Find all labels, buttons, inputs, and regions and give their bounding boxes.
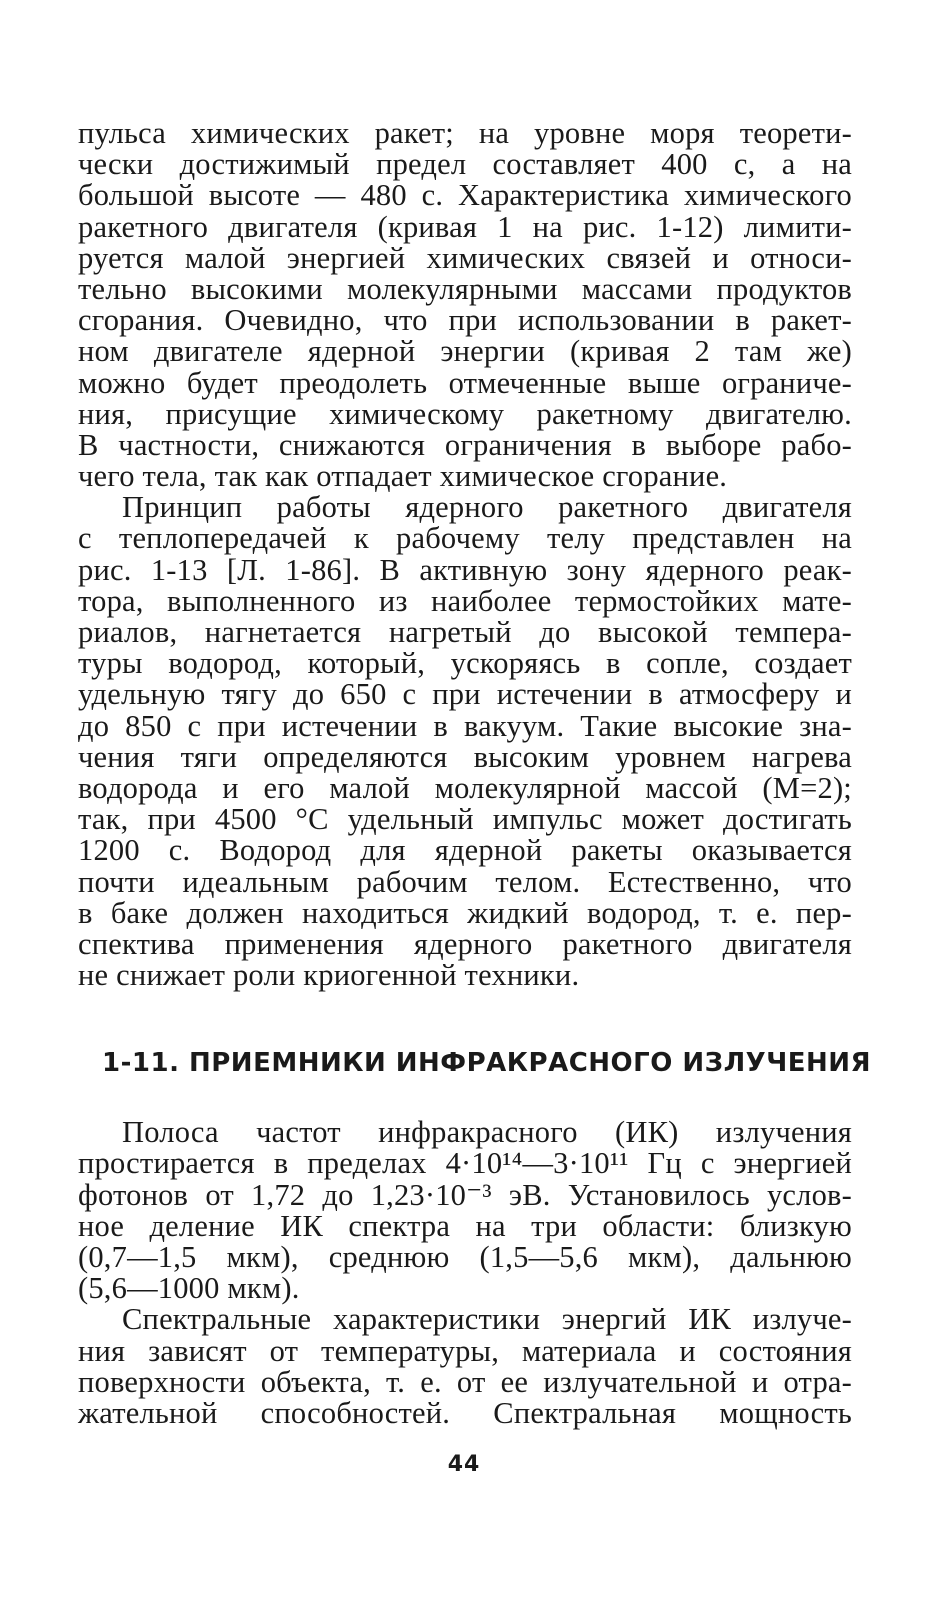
text-line: до 850 с при истечении в вакуум. Такие высокие зна- xyxy=(78,708,852,743)
paragraph-2 xyxy=(78,492,852,991)
text-line: ное деление ИК спектра на три области: близкую xyxy=(78,1208,852,1243)
text-line: Спектральные характеристики энергий ИК излуче- xyxy=(122,1302,852,1337)
page-body xyxy=(78,116,872,1430)
text-line: чески достижимый предел составляет 400 с, а на xyxy=(78,147,852,182)
text-line: фотонов от 1,72 до 1,23·10⁻³ эВ. Установилось услов- xyxy=(78,1177,852,1212)
text-line: руется малой энергией химических связей и относи- xyxy=(78,240,852,275)
text-line: Полоса частот инфракрасного (ИК) излучения xyxy=(122,1115,852,1150)
text-line: не снижает роли криогенной техники. xyxy=(78,958,580,993)
text-line: ном двигателе ядерной энергии (кривая 2 там же) xyxy=(78,334,852,369)
text-line: спектива применения ядерного ракетного двигателя xyxy=(78,926,852,961)
text-line: водорода и его малой молекулярной массой (М=2); xyxy=(78,770,852,805)
text-line: чего тела, так как отпадает химическое сгорание. xyxy=(78,459,728,494)
text-line: большой высоте — 480 с. Характеристика химического xyxy=(78,178,852,213)
text-line: ракетного двигателя (кривая 1 на рис. 1-12) лимити- xyxy=(78,209,852,244)
text-line: простирается в пределах 4·10¹⁴—3·10¹¹ Гц с энергией xyxy=(78,1146,852,1181)
text-line: В частности, снижаются ограничения в выборе рабо- xyxy=(78,427,852,462)
text-line: пульса химических ракет; на уровне моря теорети- xyxy=(78,116,852,150)
text-line: жательной способностей. Спектральная мощность xyxy=(78,1395,852,1430)
page-number: 44 xyxy=(447,1452,481,1477)
text-line: риалов, нагнетается нагретый до высокой темпера- xyxy=(78,615,852,649)
text-line: тельно высокими молекулярными массами продуктов xyxy=(78,271,852,306)
text-line: можно будет преодолеть отмеченные выше ограниче- xyxy=(78,365,852,400)
paragraph-3 xyxy=(78,1117,852,1304)
text-line: тора, выполненного из наиболее термостойких мате- xyxy=(78,583,852,618)
paragraph-1 xyxy=(78,118,852,492)
text-line: 1200 с. Водород для ядерной ракеты оказывается xyxy=(78,833,852,868)
paragraph-4 xyxy=(78,1304,852,1429)
text-line: ния, присущие химическому ракетному двигателю. xyxy=(78,396,852,431)
text-line: чения тяги определяются высоким уровнем нагрева xyxy=(78,739,852,774)
text-line: с теплопередачей к рабочему телу представлен на xyxy=(78,521,852,556)
text-line: так, при 4500 °С удельный импульс может достигать xyxy=(78,802,852,837)
text-line: поверхности объекта, т. е. от ее излучательной и отра- xyxy=(78,1364,852,1399)
text-line: сгорания. Очевидно, что при использовании в ракет- xyxy=(78,303,852,338)
text-line: почти идеальным рабочим телом. Естественно, что xyxy=(78,864,852,899)
text-line: рис. 1-13 [Л. 1-86]. В активную зону ядерного реак- xyxy=(78,552,852,587)
text-line: удельную тягу до 650 с при истечении в атмосферу и xyxy=(78,677,852,712)
text-line: (5,6—1000 мкм). xyxy=(78,1271,300,1306)
section-heading: 1-11. ПРИЕМНИКИ ИНФРАКРАСНОГО ИЗЛУЧЕНИЯ xyxy=(102,1048,872,1079)
text-line: (0,7—1,5 мкм), среднюю (1,5—5,6 мкм), дальнюю xyxy=(78,1240,852,1274)
text-line: в баке должен находиться жидкий водород, т. е. пер- xyxy=(78,895,852,930)
text-line: туры водород, который, ускоряясь в сопле, создает xyxy=(78,646,852,681)
text-line: ния зависят от температуры, материала и состояния xyxy=(78,1333,852,1368)
text-line: Принцип работы ядерного ракетного двигателя xyxy=(122,490,852,525)
